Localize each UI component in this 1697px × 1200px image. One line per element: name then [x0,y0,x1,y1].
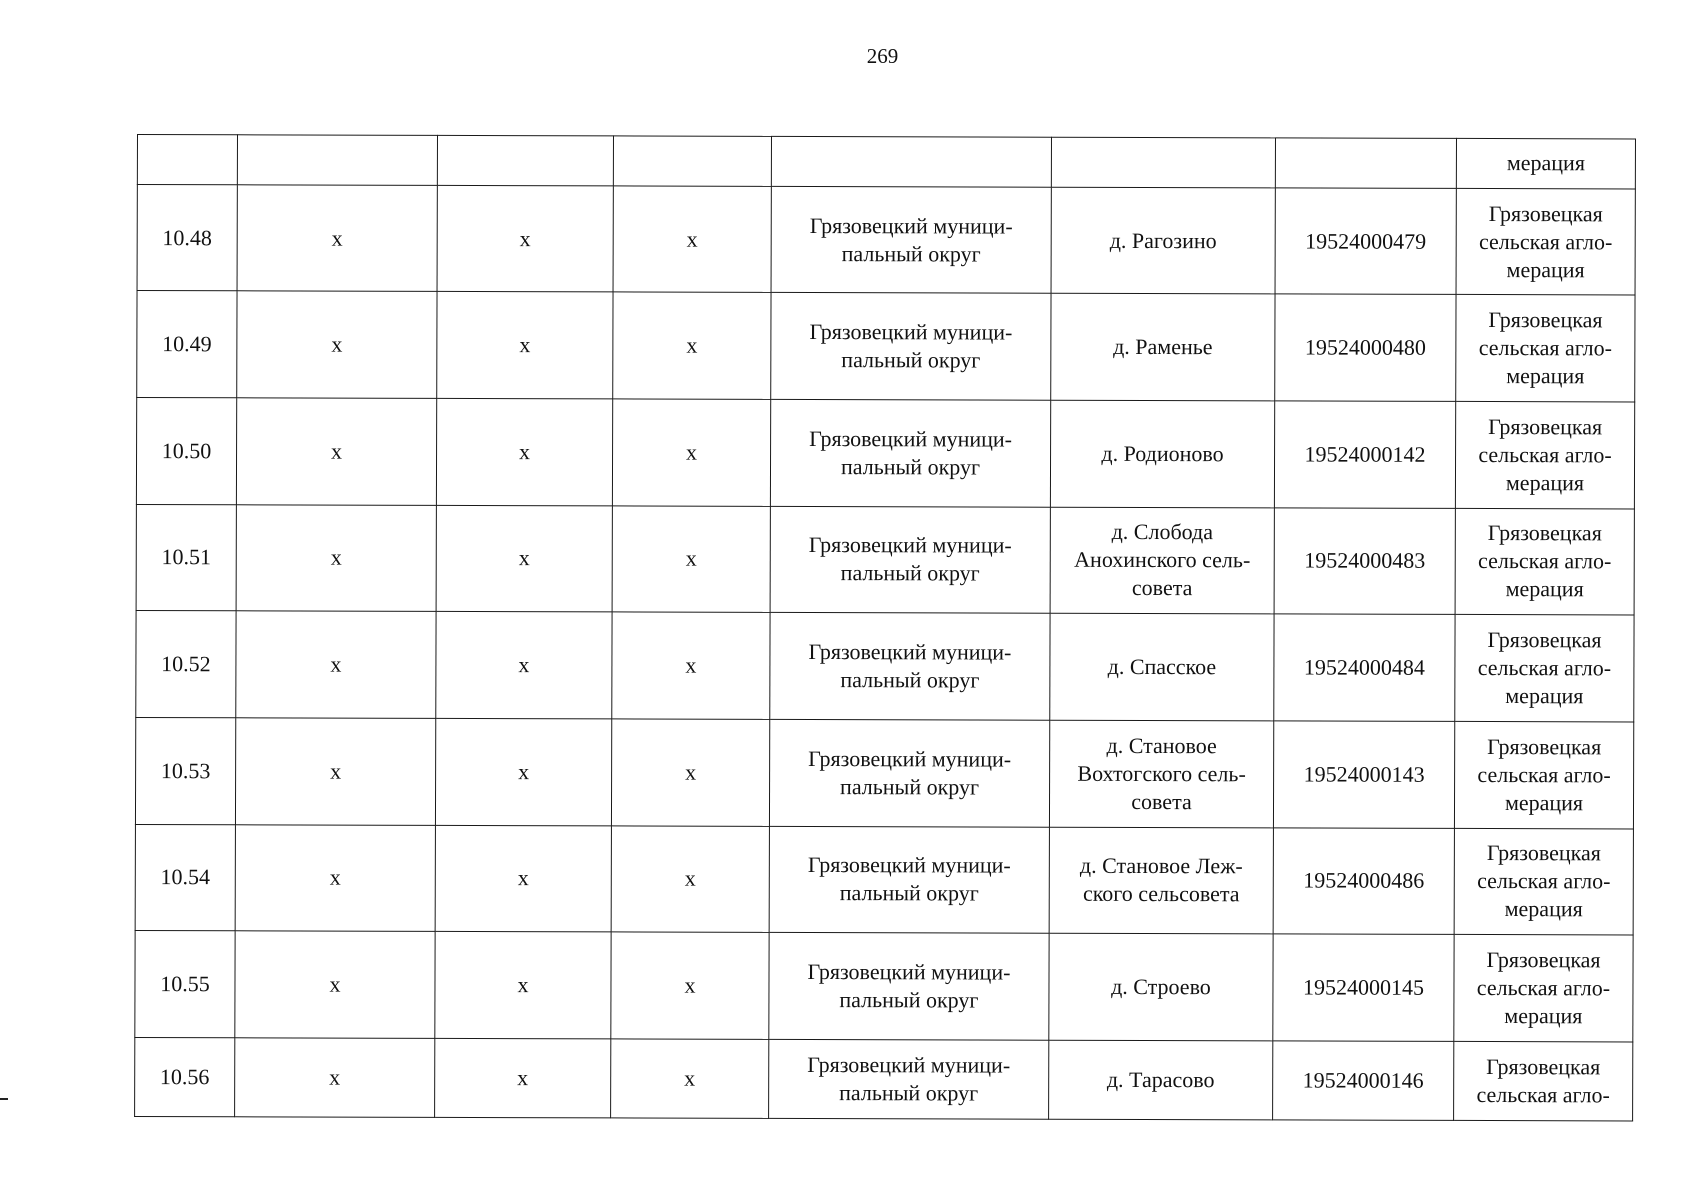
mark-cell: х [611,719,769,826]
mark-cell: х [613,292,771,399]
table-cell [1051,137,1275,187]
oktmo-code-cell: 19524000486 [1273,827,1454,934]
row-number-cell: 10.50 [136,398,236,505]
mark-cell: х [235,931,435,1038]
agglomeration-cell: Грязовецкая сельская агло-мерация [1454,828,1633,935]
oktmo-code-cell: 19524000483 [1274,508,1455,615]
row-number-cell: 10.48 [137,184,237,291]
table-row [136,504,1634,615]
table-cell [1275,138,1456,188]
mark-cell: х [437,292,613,399]
row-number-cell: 10.51 [136,504,236,611]
oktmo-code-cell: 19524000479 [1275,188,1456,295]
mark-cell: х [236,611,436,718]
agglomeration-cell: Грязовецкая сельская агло- [1454,1041,1633,1121]
district-cell: Грязовецкий муници-пальный округ [770,613,1050,720]
mark-cell: х [435,1038,611,1118]
table-row [136,398,1634,509]
row-number-cell: 10.53 [135,717,235,824]
locality-cell: д. Рагозино [1051,187,1275,294]
table-row [135,931,1633,1042]
oktmo-code-cell: 19524000142 [1274,401,1455,508]
table-cell [613,136,771,186]
mark-cell: х [612,612,770,719]
mark-cell: х [237,185,437,292]
mark-cell: х [235,718,435,825]
oktmo-code-cell: 19524000480 [1275,294,1456,401]
table-row [136,611,1634,722]
mark-cell: х [237,291,437,398]
mark-cell: х [611,932,769,1039]
locality-cell: д. Тарасово [1049,1040,1273,1120]
oktmo-code-cell: 19524000146 [1273,1041,1454,1121]
mark-cell: х [613,186,771,293]
oktmo-code-cell: 19524000484 [1274,614,1455,721]
row-number-cell: 10.55 [135,931,235,1038]
agglomeration-cell: Грязовецкая сельская агло-мерация [1455,401,1634,508]
mark-cell: х [436,505,612,612]
district-cell: Грязовецкий муници-пальный округ [769,1039,1049,1119]
agglomeration-cell: Грязовецкая сельская агло-мерация [1455,615,1634,722]
row-number-cell: 10.49 [137,291,237,398]
district-cell: Грязовецкий муници-пальный округ [771,186,1051,293]
table-cell [237,135,437,185]
agglomeration-cell: Грязовецкая сельская агло-мерация [1454,935,1633,1042]
margin-mark [0,1098,8,1100]
mark-cell: х [437,185,613,292]
mark-cell: х [435,932,611,1039]
row-number-cell: 10.56 [135,1037,235,1117]
locality-cell: д. Раменье [1051,294,1275,401]
agglomeration-cell: Грязовецкая сельская агло-мерация [1455,508,1634,615]
district-cell: Грязовецкий муници-пальный округ [769,719,1049,826]
district-cell: Грязовецкий муници-пальный округ [770,506,1050,613]
mark-cell: х [435,718,611,825]
district-cell: Грязовецкий муници-пальный округ [769,933,1049,1040]
locality-cell: д. Становое Вохтогского сель-совета [1049,720,1273,827]
row-number-cell: 10.52 [136,611,236,718]
page-number: 269 [866,44,899,68]
document-sheet [134,134,1635,1121]
locality-cell: д. Спасское [1050,613,1274,720]
table-cell [437,135,613,185]
table-row [135,717,1633,828]
locality-cell: д. Родионово [1050,400,1274,507]
mark-cell: х [435,825,611,932]
mark-cell: х [611,825,769,932]
table-row [135,824,1633,935]
row-number-cell: 10.54 [135,824,235,931]
mark-cell: х [612,506,770,613]
table-row [137,291,1635,402]
table-cell [771,136,1051,187]
district-cell: Грязовецкий муници-пальный округ [771,293,1051,400]
agglomeration-cell: мерация [1456,138,1635,188]
mark-cell: х [611,1039,769,1119]
mark-cell: х [236,504,436,611]
table-cell [137,135,237,185]
district-cell: Грязовецкий муници-пальный округ [769,826,1049,933]
agglomeration-cell: Грязовецкая сельская агло-мерация [1456,188,1635,295]
agglomeration-cell: Грязовецкая сельская агло-мерация [1454,721,1633,828]
mark-cell: х [236,398,436,505]
oktmo-code-cell: 19524000145 [1273,934,1454,1041]
district-cell: Грязовецкий муници-пальный округ [770,399,1050,506]
locality-cell: д. Становое Леж-ского сельсовета [1049,827,1273,934]
mark-cell: х [612,399,770,506]
oktmo-code-cell: 19524000143 [1273,721,1454,828]
table-row [137,184,1635,295]
mark-cell: х [235,1038,435,1118]
registry-table [134,134,1636,1121]
mark-cell: х [235,824,435,931]
continuation-row [137,135,1635,189]
table-row [135,1037,1633,1121]
agglomeration-cell: Грязовецкая сельская агло-мерация [1456,295,1635,402]
locality-cell: д. Слобода Анохинского сель-совета [1050,507,1274,614]
locality-cell: д. Строево [1049,933,1273,1040]
mark-cell: х [436,398,612,505]
mark-cell: х [436,612,612,719]
